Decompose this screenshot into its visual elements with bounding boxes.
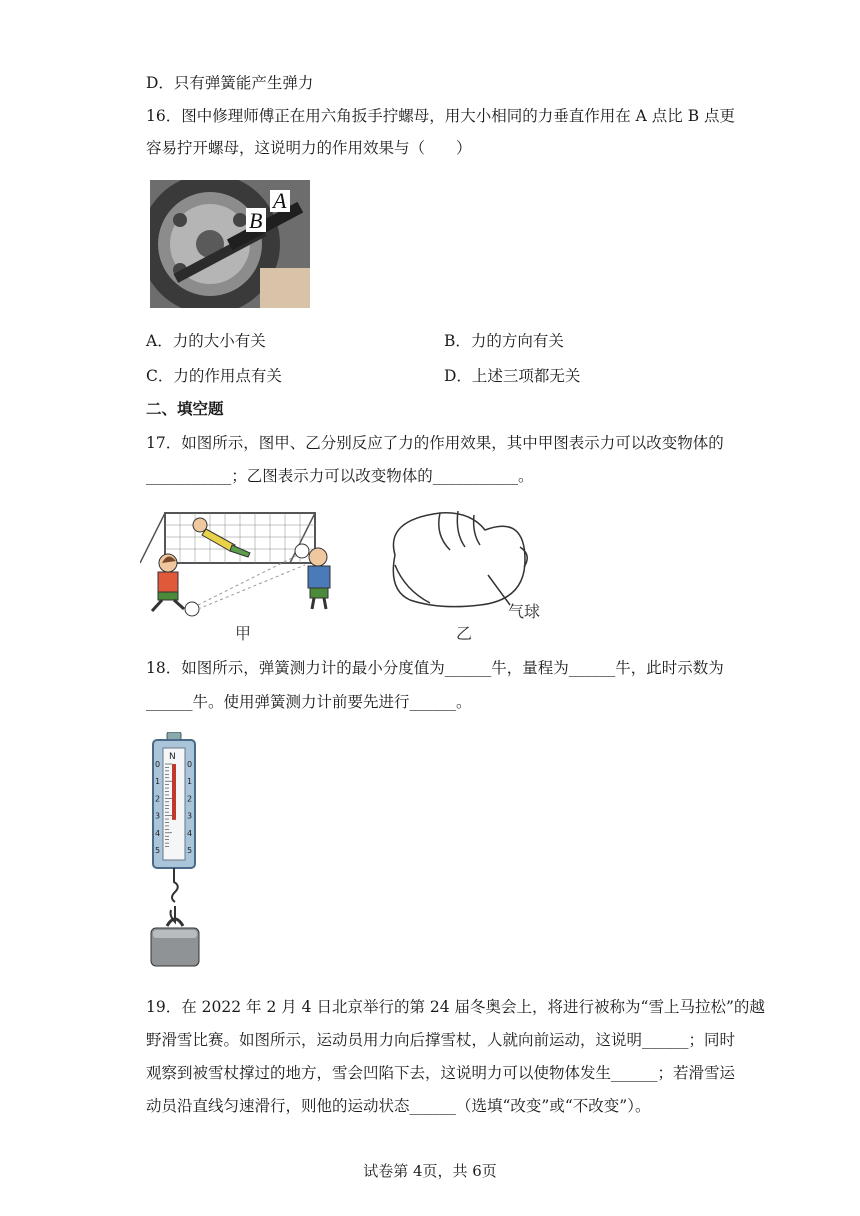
scale-tick-right-2: 2 [187, 794, 193, 804]
figure-jia-label: 甲 [235, 624, 252, 643]
scale-tick-left-4: 4 [155, 828, 161, 838]
q19-stem-line2: 野滑雪比赛。如图所示，运动员用力向后撑雪杖，人就向前运动，这说明______；同时 [146, 1031, 736, 1049]
scale-tick-left-3: 3 [155, 811, 161, 821]
goalkeeper-illustration [193, 518, 250, 557]
scale-tick-right-5: 5 [187, 846, 193, 855]
q16-stem-line2: 容易拧开螺母，这说明力的作用效果与（ ） [146, 139, 472, 157]
q16-option-b: B．力的方向有关 [444, 332, 564, 350]
header-player-illustration [295, 544, 330, 609]
unit-label: N [169, 752, 176, 762]
scale-tick-right-0: 0 [187, 760, 193, 769]
scale-tick-left-2: 2 [155, 794, 161, 804]
scale-tick-left-1: 1 [155, 777, 161, 787]
q19-stem-line3: 观察到被雪杖撑过的地方，雪会凹陷下去，这说明力可以使物体发生______；若滑雪运 [146, 1064, 736, 1082]
scale-indicator [172, 764, 176, 820]
scale-tick-right-3: 3 [187, 811, 193, 821]
q16-option-a: A．力的大小有关 [146, 332, 266, 350]
ball-icon [295, 544, 309, 558]
scale-tick-right-4: 4 [187, 828, 193, 838]
page-footer: 试卷第 4页，共 6页 [363, 1162, 497, 1180]
q17-stem-line2: ___________；乙图表示力可以改变物体的___________。 [146, 467, 534, 485]
balloon-hand-illustration [393, 511, 527, 607]
point-a-label: A [273, 188, 287, 213]
q16-stem-line1: 16．图中修理师傅正在用六角扳手拧螺母，用大小相同的力垂直作用在 A 点比 B 点更 [146, 107, 736, 125]
figure-yi-label: 乙 [456, 624, 473, 643]
point-b-label: B [249, 208, 263, 233]
q17-figure [140, 505, 550, 645]
balloon-label: 气球 [508, 602, 541, 621]
q19-stem-line4: 动员沿直线匀速滑行，则他的运动状态______（选填“改变”或“不改变”）。 [146, 1097, 651, 1115]
section-heading: 二、填空题 [146, 399, 224, 418]
q16-option-c: C．力的作用点有关 [146, 367, 282, 385]
scale-tick-left-0: 0 [155, 760, 161, 769]
spring-scale-illustration [145, 732, 205, 976]
q17-stem-line1: 17．如图所示，图甲、乙分别反应了力的作用效果，其中甲图表示力可以改变物体的 [146, 434, 724, 452]
scale-tick-left-5: 5 [155, 846, 161, 855]
q19-stem-line1: 19．在 2022 年 2 月 4 日北京举行的第 24 届冬奥会上，将进行被称为“雪上马拉松”的越 [146, 998, 765, 1016]
wrench-tire-photo [150, 180, 310, 308]
q15-option-d: D．只有弹簧能产生弹力 [146, 74, 314, 92]
q18-stem-line2: ______牛。使用弹簧测力计前要先进行______。 [146, 693, 472, 711]
q18-stem-line1: 18．如图所示，弹簧测力计的最小分度值为______牛，量程为______牛，此时示数为 [146, 659, 724, 677]
scale-tick-right-1: 1 [187, 777, 193, 787]
ball-icon [185, 602, 199, 616]
q16-option-d: D．上述三项都无关 [444, 367, 581, 385]
